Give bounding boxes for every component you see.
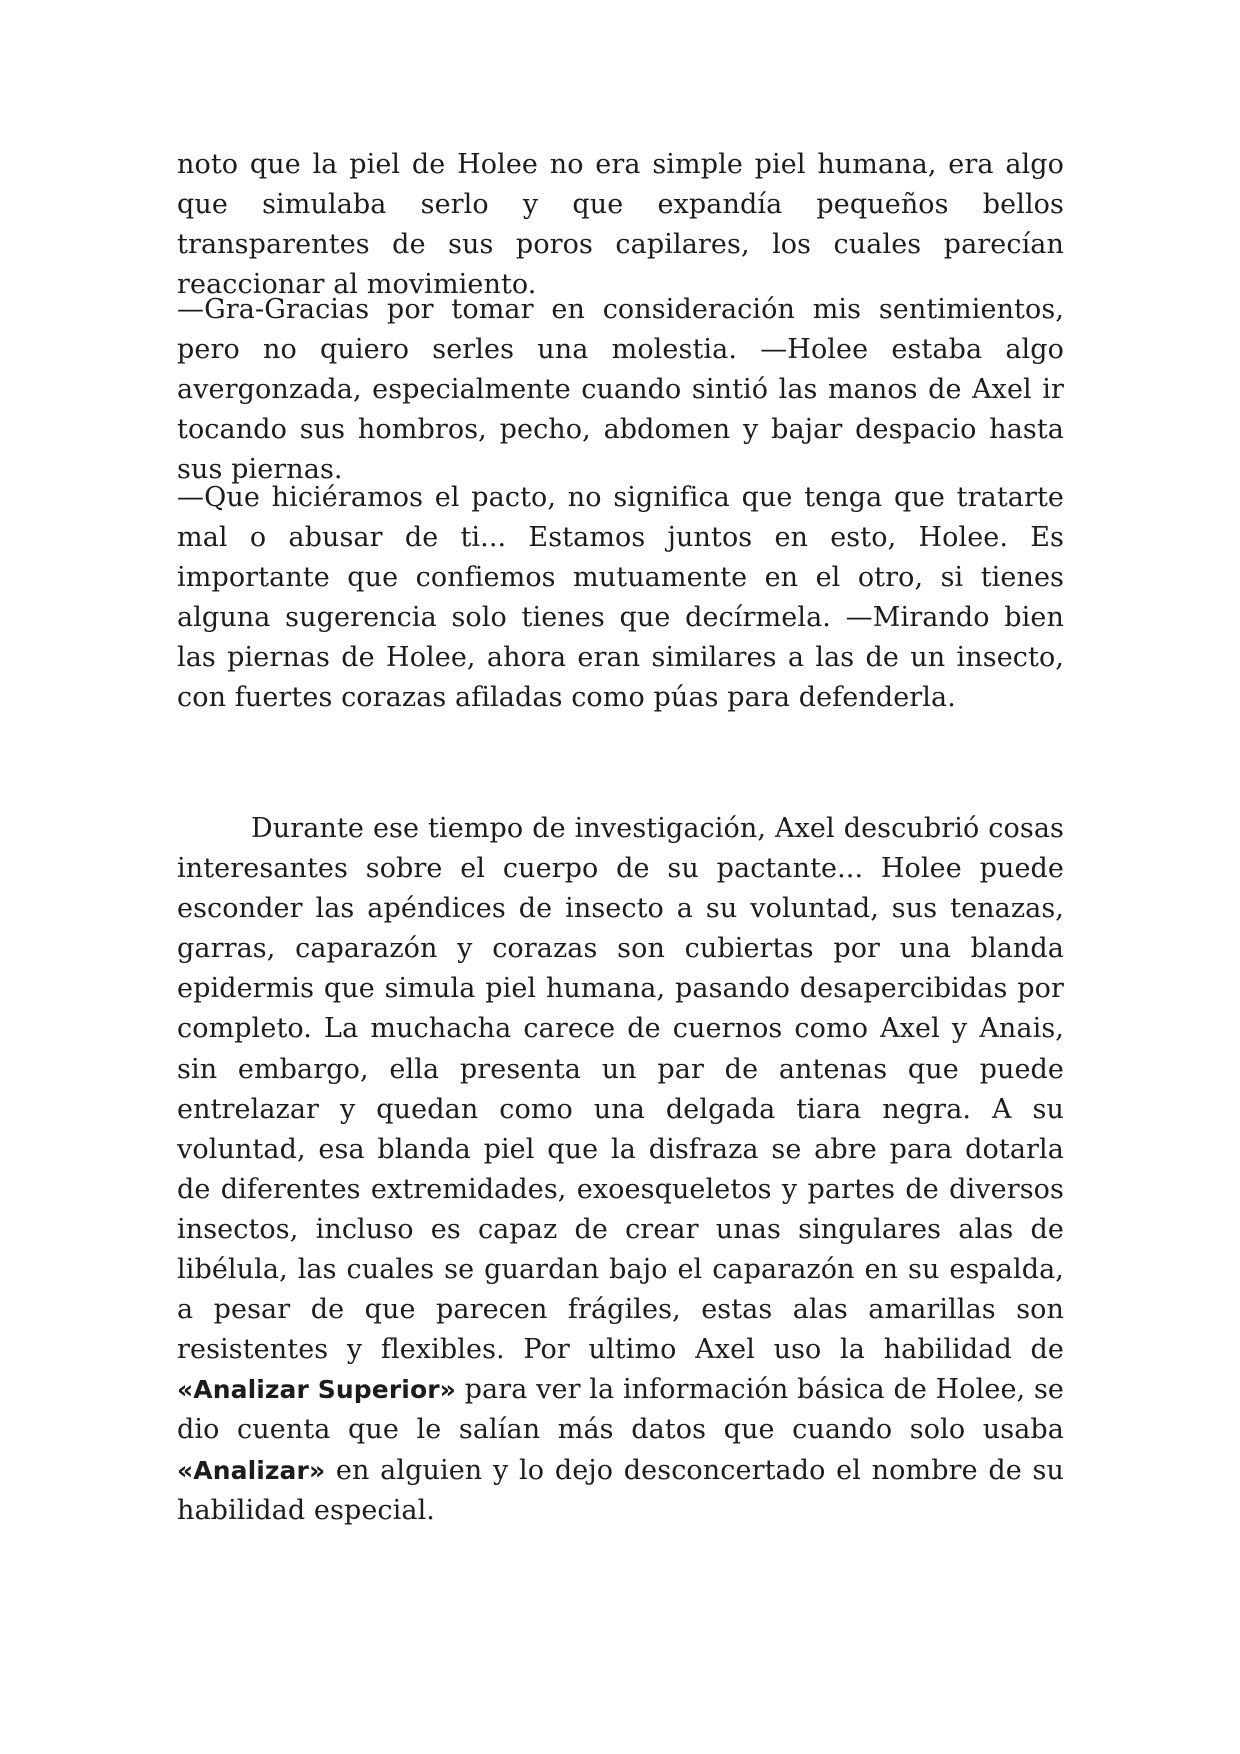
paragraph-4 xyxy=(177,809,1064,1531)
paragraph-text-part-b: para ver la información básica de Holee, se dio cuenta que le salían más datos que cuando solo usaba xyxy=(177,1374,1064,1446)
paragraph-1 xyxy=(177,145,1064,305)
paragraph-2 xyxy=(177,290,1064,490)
paragraph-3 xyxy=(177,478,1064,719)
paragraph-text-part-a: Durante ese tiempo de investigación, Axel descubrió cosas interesantes sobre el cuerpo de su pactante... Holee puede esconder las apéndices de insecto a su voluntad, sus tenazas, garras, caparazón y corazas son cubiertas por una blanda epidermis que simula piel humana, pasando desapercibidas por completo. La muchacha carece de cuernos como Axel y Anais, sin embargo, ella presenta un par de antenas que puede entrelazar y quedan como una delgada tiara negra. A su voluntad, esa blanda piel que la disfraza se abre para dotarla de diferentes extremidades, exoesqueletos y partes de diversos insectos, incluso es capaz de crear unas singulares alas de libélula, las cuales se guardan bajo el caparazón en su espalda, a pesar de que parecen frágiles, estas alas amarillas son resistentes y flexibles. Por ultimo Axel uso la habilidad de xyxy=(177,813,1064,1366)
paragraph-text: —Gra-Gracias por tomar en consideración mis sentimientos, pero no quiero serles una molestia. —Holee estaba algo avergonzada, especialmente cuando sintió las manos de Axel ir tocando sus hombros, pecho, abdomen y bajar despacio hasta sus piernas. xyxy=(177,294,1064,486)
paragraph-text: noto que la piel de Holee no era simple piel humana, era algo que simulaba serlo y que expandía pequeños bellos transparentes de sus poros capilares, los cuales parecían reaccionar al movimiento. xyxy=(177,149,1064,301)
paragraph-text: —Que hiciéramos el pacto, no significa que tenga que tratarte mal o abusar de ti... Estamos juntos en esto, Holee. Es importante que confiemos mutuamente en el otro, si tienes alguna sugerencia solo tienes que decírmela. —Mirando bien las piernas de Holee, ahora eran similares a las de un insecto, con fuertes corazas afiladas como púas para defenderla. xyxy=(177,482,1064,714)
skill-name-analizar: «Analizar» xyxy=(177,1455,326,1485)
skill-name-analizar-superior: «Analizar Superior» xyxy=(177,1375,456,1405)
paragraph-text-part-c: en alguien y lo dejo desconcertado el nombre de su habilidad especial. xyxy=(177,1454,1064,1526)
paragraph-text xyxy=(177,809,1064,1531)
